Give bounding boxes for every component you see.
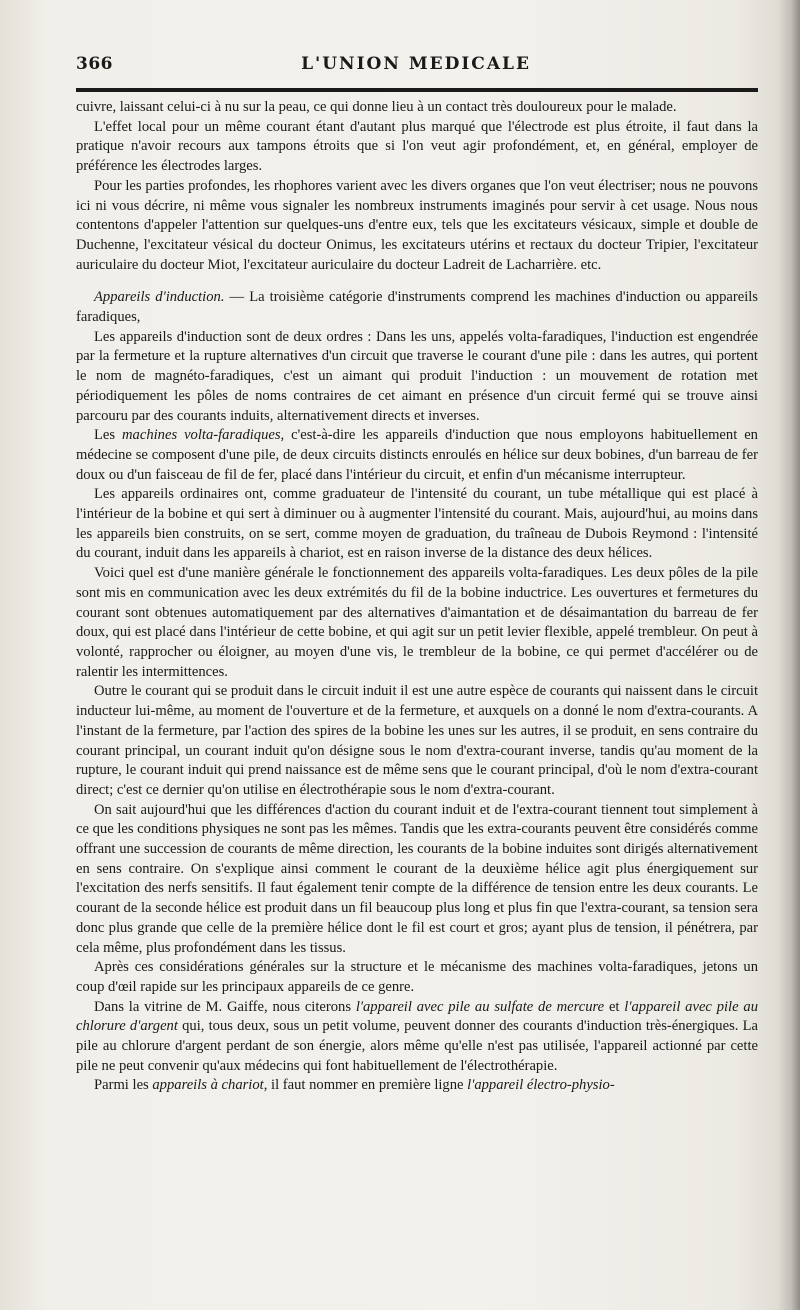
text-run: , il faut nommer en première ligne [263,1077,468,1094]
section-heading-paragraph [76,288,758,327]
text-run: , c'est-à-dire les appareils d'induction que nous employons habituellement en médecine se composent d'une pile, de deux circuits distincts enroulés en hélice sur deux bobines, d'un barreau de fer doux ou d'un faisceau de fil de fer, placé dans l'intérieur du circuit, et enfin d'un mécanisme interrupteur. [76,427,758,483]
paragraph [76,958,758,997]
italic-run: Appareils d'induction. [94,289,225,306]
paragraph [76,485,758,564]
page-header [76,50,756,84]
text-run: — La troisième catégorie d'instruments comprend les machines d'induction ou appareils faradiques, [76,289,758,326]
page-number: 366 [76,54,113,74]
paragraph [76,682,758,800]
text-run: Les appareils ordinaires ont, comme graduateur de l'intensité du courant, un tube métallique qui est placé à l'intérieur de la bobine et qui sert à diminuer ou à augmenter l'intensité du courant. Mais, aujourd'hui, au moins dans les appareils bien construits, on se sert, comme moyen de graduation, du traîneau de Dubois Reymond : l'intensité du courant, induit dans les appareils à chariot, est en raison inverse de la distance des deux hélices. [76,486,758,562]
paragraph [76,564,758,682]
text-run: Voici quel est d'une manière générale le fonctionnement des appareils volta-faradiques. Les deux pôles de la pile sont mis en communication avec les deux extrémités du fil de la bobine inductrice. Les ouvertures et fermetures du courant sont obtenues automatiquement par des alternatives d'aimantation et de désaimantation du barreau de fer doux, qui est placé dans l'intérieur de cette bobine, et qui agit sur un petit levier flexible, appelé trembleur. On peut à volonté, rapprocher ou éloigner, au moyen d'une vis, le trembleur de la bobine, ce qui permet d'accélérer ou de ralentir les intermittences. [76,565,758,680]
text-run: Les appareils d'induction sont de deux ordres : Dans les uns, appelés volta-faradiques, l'induction est engendrée par la fermeture et la rupture alternatives d'un circuit que traverse le courant d'une pile : dans les autres, qui portent le nom de magnéto-faradiques, c'est un aimant qui produit l'induction : un mouvement de rotation met périodiquement les pôles de noms contraires de cet aimant en présence d'un circuit fermé qui se trouve ainsi parcouru par des courants induits, alternativement directs et inverses. [76,328,758,424]
italic-run: l'appareil avec pile au sulfate de mercure [355,998,605,1015]
running-title: L'UNION MEDICALE [301,54,531,74]
text-run: L'effet local pour un même courant étant d'autant plus marqué que l'électrode est plus étroite, il faut dans la pratique n'avoir recours aux tampons étroits que si l'on veut agir profondément, et, en général, employer de préférence les électrodes larges. [76,118,758,175]
text-run: et [604,998,625,1015]
paragraph [76,801,758,959]
paragraph [76,177,758,276]
paragraph [76,98,758,118]
text-run: cuivre, laissant celui-ci à nu sur la peau, ce qui donne lieu à un contact très douloureux pour le malade. [76,99,677,115]
text-run: On sait aujourd'hui que les différences d'action du courant induit et de l'extra-courant tiennent tout simplement à ce que les conditions physiques ne sont pas les mêmes. Tandis que les extra-courants peuvent être considérés comme offrant une succession de courants de même direction, les courants de la bobine induites sont dirigés alternativement en sens contraire. On s'explique ainsi comment le courant de la deuxième hélice agit plus énergiquement sur l'excitation des nerfs sensitifs. Il faut également tenir compte de la différence de tension entre les deux courants. Le courant de la seconde hélice est produit dans un fil beaucoup plus long et plus fin que l'extra-courant, sa tension sera donc plus grande que celle de la première hélice dont le fil est court et gros; ayant plus de tension, il pénétrera, par cela même, plus profondément dans les tissus. [76,801,758,956]
text-run: Après ces considérations générales sur la structure et le mécanisme des machines volta-faradiques, jetons un coup d'œil rapide sur les principaux appareils de ce genre. [76,959,758,995]
text-run: Les [94,427,123,444]
text-run: Outre le courant qui se produit dans le circuit induit il est une autre espèce de courants qui naissent dans le circuit inducteur lui-même, au moment de l'ouverture et de la fermeture, et auxquels on a donné le nom d'extra-courants. A l'instant de la fermeture, par l'action des spires de la bobine les unes sur les autres, il se produit, en sens contraire du courant principal, un courant induit qu'on désigne sous le nom d'extra-courant inverse, tandis qu'au moment de la rupture, le courant induit qui prend naissance est de même sens que le courant principal, d'où le nom d'extra-courant direct; c'est ce dernier qu'on utilise en électrothérapie sous le nom d'extra-courant. [76,683,758,798]
text-run: Pour les parties profondes, les rhophores varient avec les divers organes que l'on veut électriser; nous ne pouvons ici ni vous décrire, ni même vous signaler les nombreux instruments imaginés pour servir à cet usage. Nous nous contentons d'appeler l'attention sur quelques-uns d'entre eux, tels que les excitateurs vésicaux, simple et double de Duchenne, l'excitateur vésical du docteur Onimus, les excitateurs utérins et rectaux du docteur Tripier, l'excitateur auriculaire du docteur Miot, l'excitateur auriculaire du docteur Ladreit de Lacharrière. etc. [76,177,758,273]
text-run: qui, tous deux, sous un petit volume, peuvent donner des courants d'induction très-énergiques. La pile au chlorure d'argent perdant de son énergie, alors même qu'elle n'est pas utilisée, l'appareil actionné par cette pile ne peut convenir qu'aux médecins qui font habituellement de l'électrothérapie. [76,1018,758,1074]
header-rule [76,88,758,92]
paragraph [76,118,758,177]
paragraph [76,1076,758,1096]
paragraph [76,328,758,427]
italic-run: machines volta-faradiques [122,427,281,444]
italic-run: appareils à chariot [152,1077,264,1094]
italic-run: l'appareil électro-physio- [467,1077,615,1094]
text-run: Parmi les [94,1077,153,1094]
text-run: Dans la vitrine de M. Gaiffe, nous citerons [94,998,356,1015]
page-edge-shadow [778,0,800,1310]
paragraph [76,998,758,1077]
article-body [76,98,758,1096]
italic-run: l'appareil avec pile au chlorure d'argent [76,998,758,1035]
paragraph [76,426,758,485]
